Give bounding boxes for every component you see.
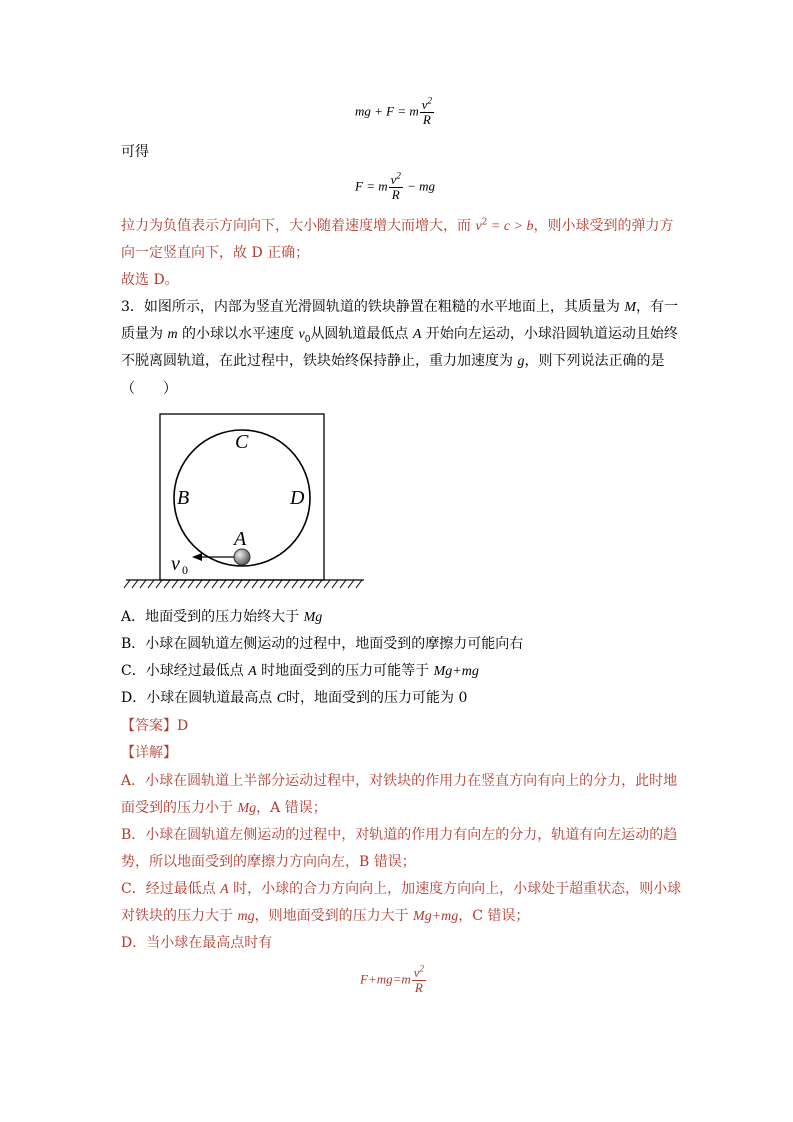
option-a: A．地面受到的压力始终大于 Mg [121, 609, 323, 625]
eq1-lhs: mg + F = m [355, 103, 419, 119]
answer-blank: （ ） [121, 381, 177, 397]
explain-b-line-1: B．小球在圆轨道左侧运动的过程中，对轨道的作用力有向左的分力，轨道有向左运动的趋 [121, 827, 678, 843]
ground-hatching [124, 580, 362, 588]
eq1-fraction: $\frac{v^2}{R}$ [421, 95, 433, 127]
explain-d-line-1: D．当小球在最高点时有 [121, 935, 273, 951]
option-b: B．小球在圆轨道左侧运动的过程中，地面受到的摩擦力可能向右 [121, 636, 524, 652]
velocity-arrow-head [192, 553, 202, 561]
circular-track-figure [120, 408, 370, 598]
label-v: v [171, 553, 180, 575]
ball [234, 549, 250, 565]
equation-2: F = m $\frac{v^2}{R}$ − mg [355, 170, 436, 202]
explanation-line-2: 向一定竖直向下，故 D 正确； [121, 245, 310, 261]
label-A: A [234, 528, 247, 550]
label-C: C [235, 431, 249, 453]
eq2-fraction: $\frac{v^2}{R}$ [390, 170, 401, 202]
label-D: D [290, 487, 305, 509]
explain-a-line-1: A．小球在圆轨道上半部分运动过程中，对铁块的作用力在竖直方向有向上的分力，此时地 [121, 773, 678, 789]
question-3-line-2: 质量为 m 的小球以水平速度 $v_0$从圆轨道最低点 A 开始向左运动，小球沿圆轨道运动且始终 [121, 326, 678, 345]
option-c: C．小球经过最低点 A 时地面受到的压力可能等于 Mg+mg [121, 663, 479, 679]
keyi-text: 可得 [121, 144, 149, 160]
explain-a-line-2: 面受到的压力小于 Mg，A 错误； [121, 800, 327, 816]
question-3-line-3: 不脱离圆轨道，在此过程中，铁块始终保持静止，重力加速度为 g，则下列说法正确的是 [121, 353, 665, 369]
equation-1 [355, 95, 435, 127]
equation-3: F+mg=m $\frac{v^2}{R}$ [360, 963, 425, 995]
label-B: B [177, 487, 190, 509]
explain-c-line-1: C．经过最低点 A 时，小球的合力方向向上，加速度方向向上，小球处于超重状态，则小球 [121, 881, 682, 897]
explanation-line-1: 拉力为负值表示方向向下，大小随着速度增大而增大，而 $v^2 = c > b$，则小球受到的弹力方 [121, 217, 674, 234]
detail-label: 【详解】 [121, 745, 177, 761]
answer-label: 【答案】D [121, 718, 189, 734]
explain-b-line-2: 势，所以地面受到的摩擦力方向向左，B 错误； [121, 854, 416, 870]
explain-c-line-2: 对铁块的压力大于 mg，则地面受到的压力大于 Mg+mg，C 错误； [121, 908, 530, 924]
eq3-fraction: $\frac{v^2}{R}$ [413, 963, 425, 995]
question-3-line-1: 3．如图所示，内部为竖直光滑圆轨道的铁块静置在粗糙的水平地面上，其质量为 M，有一 [121, 299, 679, 315]
option-d: D．小球在圆轨道最高点 C时，地面受到的压力可能为 0 [121, 690, 468, 706]
choose-d: 故选 D。 [121, 272, 179, 288]
label-v-sub: 0 [182, 563, 188, 577]
